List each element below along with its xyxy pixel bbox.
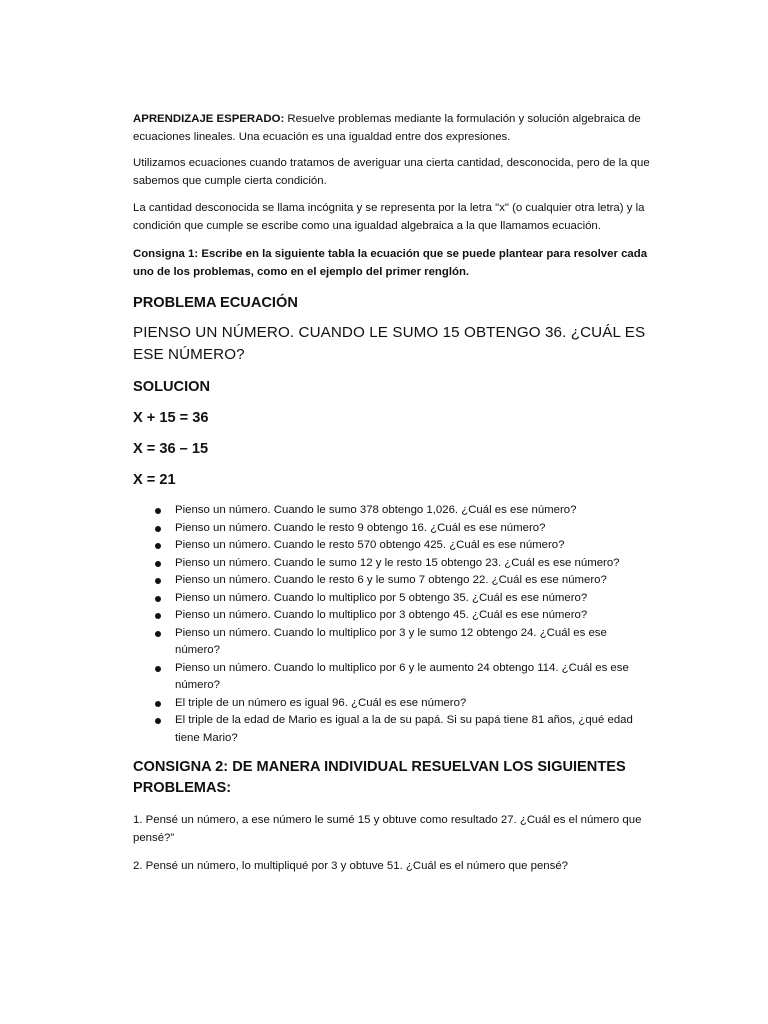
bullet-icon xyxy=(155,718,161,724)
equation-step-3: X = 21 xyxy=(133,472,176,488)
list-item xyxy=(133,537,653,555)
bullet-icon xyxy=(155,701,161,707)
example-problem: PIENSO UN NÚMERO. CUANDO LE SUMO 15 OBTENGO 36. ¿CUÁL ES ESE NÚMERO? xyxy=(133,324,646,363)
problem-text: Pienso un número. Cuando le resto 6 y le sumo 7 obtengo 22. ¿Cuál es ese número? xyxy=(175,574,607,586)
problem-text: Pienso un número. Cuando lo multiplico por 6 y le aumento 24 obtengo 114. ¿Cuál es ese número? xyxy=(175,661,629,691)
intro-label: APRENDIZAJE ESPERADO: xyxy=(133,113,285,125)
problem-list xyxy=(133,502,653,747)
intro-text: Resuelve problemas mediante la formulación y solución algebraica de ecuaciones lineales. Una ecuación es una igualdad entre dos expresiones. xyxy=(133,113,641,143)
paragraph-ecuaciones: Utilizamos ecuaciones cuando tratamos de averiguar una cierta cantidad, desconocida, pero de la que sabemos que cumple cierta condición. xyxy=(133,157,650,187)
bullet-icon xyxy=(155,561,161,567)
intro-paragraph xyxy=(133,110,653,146)
bullet-icon xyxy=(155,543,161,549)
list-item xyxy=(133,572,653,590)
bullet-icon xyxy=(155,666,161,672)
bullet-icon xyxy=(155,596,161,602)
problem-text: Pienso un número. Cuando lo multiplico por 3 obtengo 45. ¿Cuál es ese número? xyxy=(175,609,588,621)
bullet-icon xyxy=(155,631,161,637)
list-item xyxy=(133,555,653,573)
problem-text: Pienso un número. Cuando lo multiplico por 5 obtengo 35. ¿Cuál es ese número? xyxy=(175,591,588,604)
list-item xyxy=(133,607,653,625)
paragraph-incognita: La cantidad desconocida se llama incógnita y se representa por la letra "x" (o cualquier otra letra) y la condición que cumple se escribe como una igualdad algebraica a la que llamamos ecuación. xyxy=(133,202,645,232)
list-item xyxy=(133,660,653,695)
list-item xyxy=(133,590,653,608)
list-item xyxy=(133,695,653,713)
consigna-1: Consigna 1: Escribe en la siguiente tabla la ecuación que se puede plantear para resolver cada uno de los problemas, como en el ejemplo del primer renglón. xyxy=(133,248,648,278)
list-item xyxy=(133,712,653,747)
problem-text: Pienso un número. Cuando lo multiplico por 3 y le sumo 12 obtengo 24. ¿Cuál es ese número? xyxy=(175,626,607,656)
list-item xyxy=(133,625,653,660)
list-item xyxy=(133,502,653,520)
document-page xyxy=(133,110,653,885)
problem-text: Pienso un número. Cuando le sumo 12 y le resto 15 obtengo 23. ¿Cuál es ese número? xyxy=(175,556,620,569)
list-item xyxy=(133,520,653,538)
problem-text: El triple de un número es igual 96. ¿Cuál es ese número? xyxy=(175,696,467,709)
numbered-problem-1: 1. Pensé un número, a ese número le sumé 15 y obtuve como resultado 27. ¿Cuál es el número que pensé?” xyxy=(133,814,642,844)
problem-text: Pienso un número. Cuando le resto 570 obtengo 425. ¿Cuál es ese número? xyxy=(175,539,565,551)
bullet-icon xyxy=(155,613,161,619)
bullet-icon xyxy=(155,508,161,514)
problem-text: Pienso un número. Cuando le sumo 378 obtengo 1,026. ¿Cuál es ese número? xyxy=(175,504,577,516)
equation-step-1: X + 15 = 36 xyxy=(133,410,209,426)
bullet-icon xyxy=(155,578,161,584)
consigna-2-heading: CONSIGNA 2: DE MANERA INDIVIDUAL RESUELVAN LOS SIGUIENTES PROBLEMAS: xyxy=(133,759,626,796)
equation-step-2: X = 36 – 15 xyxy=(133,441,209,457)
problem-text: El triple de la edad de Mario es igual a la de su papá. Si su papá tiene 81 años, ¿qué edad tiene Mario? xyxy=(175,714,633,744)
problem-text: Pienso un número. Cuando le resto 9 obtengo 16. ¿Cuál es ese número? xyxy=(175,521,546,534)
numbered-problem-2: 2. Pensé un número, lo multipliqué por 3 y obtuve 51. ¿Cuál es el número que pensé? xyxy=(133,860,569,872)
solution-heading: SOLUCION xyxy=(133,379,211,395)
bullet-icon xyxy=(155,526,161,532)
table-header: PROBLEMA ECUACIÓN xyxy=(133,295,298,311)
